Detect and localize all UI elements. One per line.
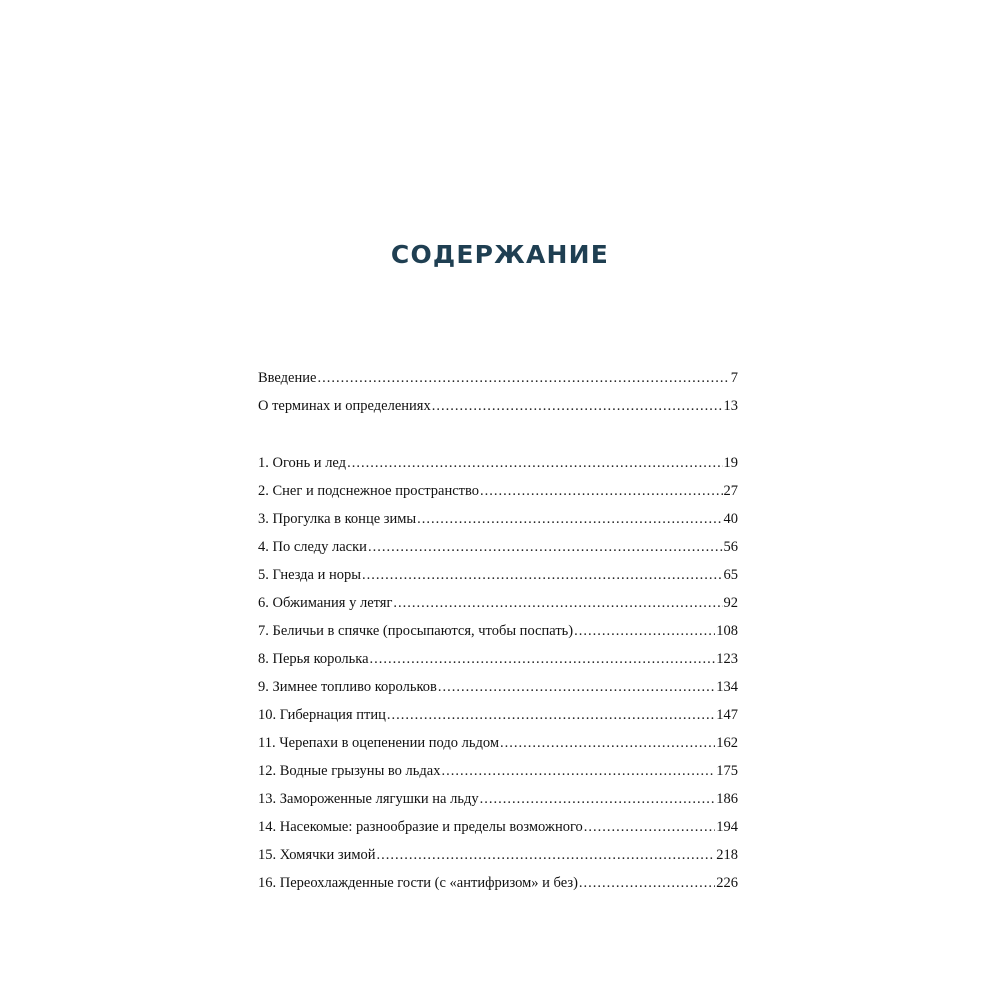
toc-entry-label: 4. По следу ласки [258,539,367,555]
dot-leader [500,735,715,752]
toc-entry-page: 13 [723,398,738,414]
dot-leader [387,707,715,724]
dot-leader [317,370,729,387]
toc-entry [258,567,738,589]
toc-entry-page: 40 [723,511,738,527]
toc-entry [258,398,738,420]
toc-entry [258,595,738,617]
toc-entry-label: 8. Перья королька [258,651,369,667]
toc-entry-label: 13. Замороженные лягушки на льду [258,791,479,807]
dot-leader [480,483,723,500]
dot-leader [574,623,715,640]
toc-entry-label: 12. Водные грызуны во льдах [258,763,441,779]
toc-entry [258,623,738,645]
toc-entry-page: 19 [723,455,738,471]
toc-entry-label: 5. Гнезда и норы [258,567,361,583]
toc-entry [258,651,738,673]
dot-leader [441,763,715,780]
dot-leader [377,847,716,864]
toc-entry-label: 16. Переохлажденные гости (с «антифризом» и без) [258,875,578,891]
toc-entry [258,819,738,841]
toc-entry-page: 108 [716,623,738,639]
dot-leader [579,875,715,892]
toc-entry-page: 218 [716,847,738,863]
dot-leader [393,595,722,612]
toc-entry-label: 9. Зимнее топливо корольков [258,679,437,695]
toc-entry-label: 15. Хомячки зимой [258,847,376,863]
toc-entry-label: Введение [258,370,317,386]
toc-entry [258,791,738,813]
toc-entry-page: 123 [716,651,738,667]
toc-entry [258,875,738,897]
toc-entry-label: 11. Черепахи в оцепенении подо льдом [258,735,500,751]
toc-entry [258,847,738,869]
toc-entry-label: 7. Беличьи в спячке (просыпаются, чтобы поспать) [258,623,574,639]
toc-entry [258,511,738,533]
toc-entry [258,735,738,757]
toc-entry-page: 226 [716,875,738,891]
dot-leader [480,791,716,808]
page-title: СОДЕРЖАНИЕ [390,240,610,269]
toc-entry [258,763,738,785]
toc-entry [258,707,738,729]
toc-entry [258,370,738,392]
toc-entry-page: 65 [723,567,738,583]
toc-entry-page: 175 [716,763,738,779]
dot-leader [370,651,716,668]
dot-leader [368,539,723,556]
toc-entry-page: 194 [716,819,738,835]
toc-entry-label: О терминах и определениях [258,398,431,414]
toc-entry [258,679,738,701]
toc-entry [258,539,738,561]
dot-leader [584,819,715,836]
dot-leader [347,455,722,472]
toc-entry-page: 134 [716,679,738,695]
toc-entry-label: 2. Снег и подснежное пространство [258,483,479,499]
dot-leader [362,567,723,584]
toc-entry-page: 147 [716,707,738,723]
toc-entry-page: 7 [730,370,738,386]
toc-entry-label: 6. Обжимания у летяг [258,595,393,611]
toc-entry-label: 10. Гибернация птиц [258,707,386,723]
toc-entry [258,483,738,505]
toc-entry-label: 3. Прогулка в конце зимы [258,511,417,527]
toc-entry-page: 186 [716,791,738,807]
dot-leader [438,679,715,696]
toc-entry [258,455,738,477]
toc-entry-page: 92 [723,595,738,611]
toc-entry-label: 14. Насекомые: разнообразие и пределы возможного [258,819,583,835]
dot-leader [432,398,723,415]
toc-entry-page: 162 [716,735,738,751]
toc-entry-page: 27 [723,483,738,499]
dot-leader [417,511,722,528]
toc-entry-label: 1. Огонь и лед [258,455,347,471]
toc-entry-page: 56 [723,539,738,555]
